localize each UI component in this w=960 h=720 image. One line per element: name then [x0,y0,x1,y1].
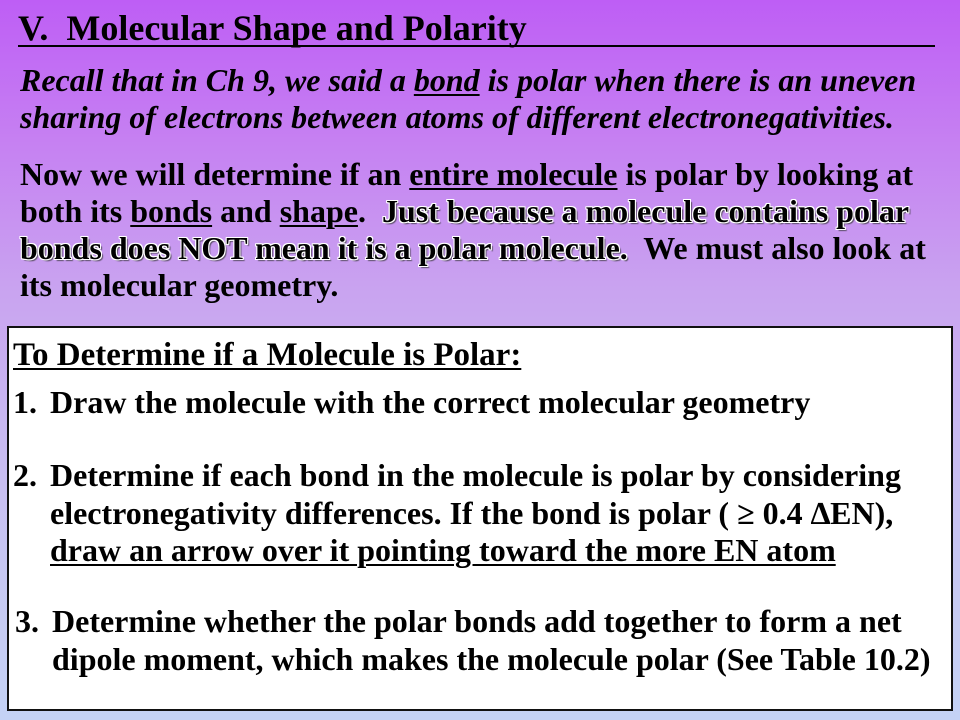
step-text-line: electronegativity differences. If the bond is polar ( ≥ 0.4 ∆EN), [50,494,894,531]
intro-line-2 [20,193,926,230]
step-number: 2. [13,457,37,493]
intro-line-4: its molecular geometry. [20,266,339,303]
recall-paragraph [20,62,916,136]
procedure-heading: To Determine if a Molecule is Polar: [13,337,522,373]
step-text-line-underlined [50,532,901,570]
underlined-term-bond: bond [413,61,480,98]
page-title: V. Molecular Shape and Polarity [18,11,935,47]
emphasis-text: bonds does NOT mean it is a polar molecule. [20,229,628,266]
step-text [52,603,931,678]
intro-text: We must also look at [627,229,926,266]
step-text-line: Determine whether the polar bonds add together to form a net [52,603,902,639]
emphasis-text: Just because a molecule contains polar [381,192,910,229]
step-3 [15,603,931,678]
intro-text: and [212,192,280,229]
step-text-line: Determine if each bond in the molecule is polar by considering [50,457,901,493]
underlined-term-entire-molecule: entire molecule [409,155,618,192]
step-1 [13,384,810,422]
intro-text: both its [20,192,131,229]
step-text-line: dipole moment, which makes the molecule polar (See Table 10.2) [52,640,931,677]
underlined-term-bonds: bonds [130,192,213,229]
step-2 [13,457,901,570]
step-text-line: Draw the molecule with the correct molecular geometry [50,384,811,420]
intro-line-1 [20,156,926,193]
step-text [50,384,810,422]
intro-text: Now we will determine if an [20,155,410,192]
step-number: 3. [15,603,39,639]
step-number: 1. [13,384,37,420]
step-text [50,457,901,570]
recall-line-2: sharing of electrons between atoms of different electronegativities. [20,98,894,135]
recall-text: Recall that in Ch 9, we said a [20,61,414,98]
recall-line-1 [20,62,916,99]
underlined-term-shape: shape [279,192,358,229]
intro-paragraph [20,156,926,304]
recall-text: is polar when there is an uneven [479,61,917,98]
intro-text: is polar by looking at [617,155,913,192]
step-underlined-instruction: draw an arrow over it pointing toward the more EN atom [50,532,836,568]
intro-line-3 [20,230,926,267]
intro-text: . [357,192,382,229]
procedure-box [7,326,953,711]
